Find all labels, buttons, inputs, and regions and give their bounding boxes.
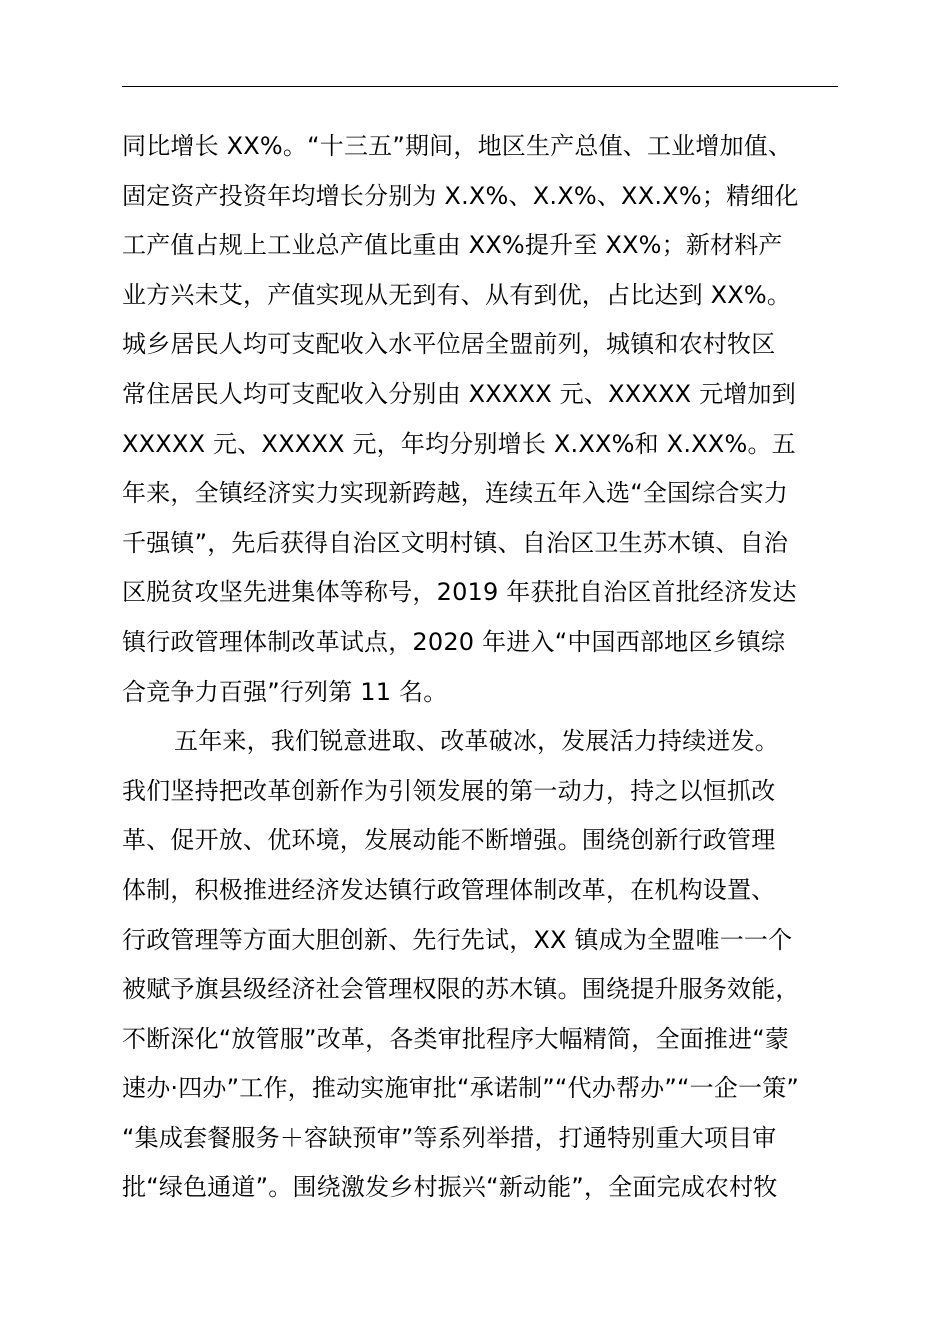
text-line: 区脱贫攻坚先进集体等称号，2019 年获批自治区首批经济发达 — [122, 578, 797, 607]
text-line: 工产值占规上工业总产值比重由 XX%提升至 XX%；新材料产 — [122, 231, 783, 260]
text-line: 镇行政管理体制改革试点，2020 年进入“中国西部地区乡镇综 — [122, 627, 786, 656]
text-line: 行政管理等方面大胆创新、先行先试，XX 镇成为全盟唯一一个 — [122, 925, 793, 954]
text-line: 不断深化“放管服”改革，各类审批程序大幅精简，全面推进“蒙 — [122, 1024, 790, 1053]
text-line: 业方兴未艾，产值实现从无到有、从有到优，占比达到 XX%。 — [122, 280, 792, 309]
text-line: 五年来，我们锐意进取、改革破冰，发展活力持续迸发。 — [174, 727, 779, 756]
text-line: 同比增长 XX%。“十三五”期间，地区生产总值、工业增加值、 — [122, 132, 793, 160]
text-line: XXXXX 元、XXXXX 元，年均分别增长 X.XX%和 X.XX%。五 — [122, 429, 796, 458]
text-line: 千强镇”，先后获得自治区文明村镇、自治区卫生苏木镇、自治 — [122, 528, 789, 557]
text-line: 我们坚持把改革创新作为引领发展的第一动力，持之以恒抓改 — [122, 776, 776, 805]
text-line: 合竞争力百强”行列第 11 名。 — [122, 677, 448, 706]
body-text — [122, 122, 862, 1213]
text-line: 体制，积极推进经济发达镇行政管理体制改革，在机构设置、 — [122, 875, 776, 904]
text-line: 被赋予旗县级经济社会管理权限的苏木镇。围绕提升服务效能， — [122, 975, 800, 1004]
text-line: 城乡居民人均可支配收入水平位居全盟前列，城镇和农村牧区 — [122, 330, 776, 359]
paragraph-2 — [122, 717, 862, 1213]
text-line: 常住居民人均可支配收入分别由 XXXXX 元、XXXXX 元增加到 — [122, 379, 796, 408]
text-line: 批“绿色通道”。围绕激发乡村振兴“新动能”，全面完成农村牧 — [122, 1173, 778, 1202]
text-line: “集成套餐服务＋容缺预审”等系列举措，打通特别重大项目审 — [122, 1123, 777, 1152]
text-line: 革、促开放、优环境，发展动能不断增强。围绕创新行政管理 — [122, 826, 776, 855]
text-line: 年来，全镇经济实力实现新跨越，连续五年入选“全国综合实力 — [122, 479, 789, 508]
header-rule — [122, 86, 838, 87]
text-line: 速办·四办”工作，推动实施审批“承诺制”“代办帮办”“一企一策” — [122, 1074, 800, 1103]
paragraph-1 — [122, 122, 862, 717]
text-line: 固定资产投资年均增长分别为 X.X%、X.X%、XX.X%；精细化 — [122, 181, 799, 210]
